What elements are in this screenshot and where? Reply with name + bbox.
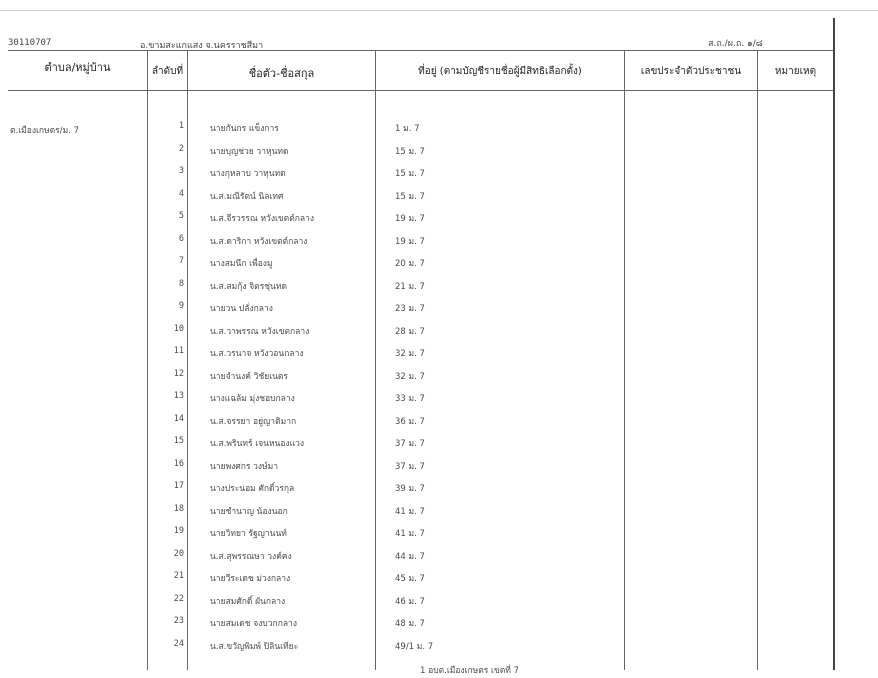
row-seq: 1 [178, 121, 184, 131]
row-name: นายวน ปลั่งกลาง [210, 304, 273, 314]
row-name: น.ส.วาพรรณ หวังเขตกลาง [210, 327, 310, 337]
row-seq: 4 [178, 189, 184, 199]
header-id: เลขประจำตัวประชาชน [640, 66, 742, 77]
row-address: 23 ม. 7 [395, 304, 425, 314]
row-name: น.ส.สมกุ้ง จิตรชุ่นทด [210, 282, 287, 292]
row-seq: 3 [178, 166, 184, 176]
row-name: น.ส.ดาริกา หวังเขตต์กลาง [210, 237, 308, 247]
row-name: น.ส.สุพรรณษา วงค์คง [210, 552, 292, 562]
row-address: 36 ม. 7 [395, 417, 425, 427]
row-name: น.ส.จรรยา อยู่ญาติมาก [210, 417, 297, 427]
document-code: 30110707 [8, 38, 52, 48]
row-address: 41 ม. 7 [395, 507, 425, 517]
footer-partial-text: 1 อบต.เมืองเกษตร เขตที่ 7 [420, 666, 519, 676]
row-seq: 7 [178, 256, 184, 266]
row-seq: 12 [173, 369, 184, 379]
row-address: 46 ม. 7 [395, 597, 425, 607]
row-address: 15 ม. 7 [395, 169, 425, 179]
row-name: นางกุหลาบ วาหุนทด [210, 169, 286, 179]
row-address: 20 ม. 7 [395, 259, 425, 269]
row-name: นายกันกร แข็งการ [210, 124, 279, 134]
row-seq: 15 [173, 436, 184, 446]
header-area: ตำบล/หมู่บ้าน [44, 61, 111, 74]
row-address: 45 ม. 7 [395, 574, 425, 584]
row-name: น.ส.ขวัญพิมพ์ ปิลินเทียะ [210, 642, 299, 652]
row-seq: 19 [173, 526, 184, 536]
row-name: นายบุญช่วย วาหุนทด [210, 147, 289, 157]
row-address: 28 ม. 7 [395, 327, 425, 337]
row-name: น.ส.พรินทร์ เจนหนองแวง [210, 439, 305, 449]
col-divider-2 [187, 50, 188, 670]
row-name: น.ส.จีรวรรณ หวังเขตต์กลาง [210, 214, 315, 224]
row-seq: 22 [173, 594, 184, 604]
row-seq: 21 [173, 571, 184, 581]
row-address: 37 ม. 7 [395, 462, 425, 472]
row-address: 41 ม. 7 [395, 529, 425, 539]
row-address: 39 ม. 7 [395, 484, 425, 494]
row-address: 19 ม. 7 [395, 214, 425, 224]
row-seq: 18 [173, 504, 184, 514]
row-seq: 9 [178, 301, 184, 311]
scan-edge-line [0, 10, 878, 11]
row-address: 21 ม. 7 [395, 282, 425, 292]
row-address: 15 ม. 7 [395, 192, 425, 202]
row-seq: 17 [173, 481, 184, 491]
row-seq: 11 [173, 346, 184, 356]
header-bottom-border [8, 90, 834, 91]
col-divider-3 [375, 50, 376, 670]
col-divider-5 [757, 50, 758, 670]
row-seq: 8 [178, 279, 184, 289]
row-address: 32 ม. 7 [395, 349, 425, 359]
row-address: 33 ม. 7 [395, 394, 425, 404]
row-name: นายสมเดช จงบวกกลาง [210, 619, 297, 629]
row-seq: 13 [173, 391, 184, 401]
row-address: 32 ม. 7 [395, 372, 425, 382]
row-seq: 2 [178, 144, 184, 154]
row-seq: 20 [173, 549, 184, 559]
table-top-border [8, 50, 834, 51]
row-address: 37 ม. 7 [395, 439, 425, 449]
header-note: หมายเหตุ [774, 66, 817, 77]
row-seq: 5 [178, 211, 184, 221]
row-address: 1 ม. 7 [395, 124, 420, 134]
page-info: ส.ถ./ผ.ถ. ๑/๘ [708, 39, 763, 49]
row-seq: 14 [173, 414, 184, 424]
col-divider-4 [624, 50, 625, 670]
col-divider-1 [147, 50, 148, 670]
row-name: นางสมนึก เพื่องมู [210, 259, 273, 269]
row-name: นายสมศักดิ์ ผันกลาง [210, 597, 286, 607]
row-name: นายชำนาญ น้องนอก [210, 507, 288, 517]
row-seq: 16 [173, 459, 184, 469]
row-name: นายจำนงค์ วิชัยเนตร [210, 372, 288, 382]
row-seq: 23 [173, 616, 184, 626]
header-name: ชื่อตัว-ชื่อสกุล [248, 67, 315, 80]
row-address: 19 ม. 7 [395, 237, 425, 247]
district-province: อ.ขามสะแกแสง จ.นครราชสีมา [140, 41, 264, 51]
area-label: ต.เมืองเกษตร/ม. 7 [10, 126, 80, 136]
header-address: ที่อยู่ (ตามบัญชีรายชื่อผู้มีสิทธิเลือกตั้ง) [418, 66, 582, 77]
row-name: น.ส.วรนาจ หวังวอนกลาง [210, 349, 304, 359]
row-name: นางประนอม ศักดิ์วรกุล [210, 484, 295, 494]
row-address: 49/1 ม. 7 [395, 642, 434, 652]
row-name: นายพงศกร วงษ์มา [210, 462, 279, 472]
row-seq: 24 [173, 639, 184, 649]
row-seq: 10 [173, 324, 184, 334]
row-name: นางแฉล้ม มุ่งชอบกลาง [210, 394, 295, 404]
table-right-border [833, 18, 835, 670]
header-seq: ลำดับที่ [151, 66, 184, 77]
row-address: 44 ม. 7 [395, 552, 425, 562]
row-name: นายวิทยา รัฐญานนท์ [210, 529, 287, 539]
row-name: นายวีระเดช ม่วงกลาง [210, 574, 291, 584]
row-seq: 6 [178, 234, 184, 244]
row-name: น.ส.มณีรัตน์ นิลเทศ [210, 192, 284, 202]
row-address: 15 ม. 7 [395, 147, 425, 157]
row-address: 48 ม. 7 [395, 619, 425, 629]
